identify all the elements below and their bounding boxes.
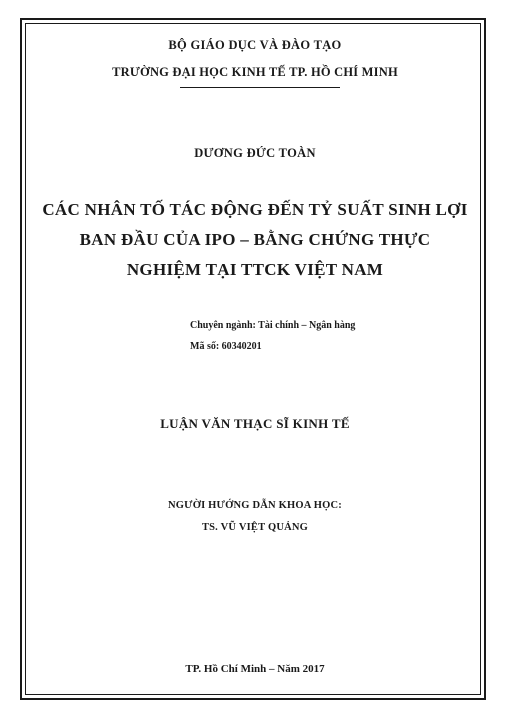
advisor-name: TS. VŨ VIỆT QUẢNG	[201, 522, 309, 533]
university-underline	[180, 87, 340, 88]
thesis-title-line-3: NGHIỆM TẠI TTCK VIỆT NAM	[126, 260, 384, 279]
page-border-inner	[25, 23, 481, 695]
thesis-title-line-2: BAN ĐẦU CỦA IPO – BẰNG CHỨNG THỰC	[79, 230, 431, 249]
ministry-name: BỘ GIÁO DỤC VÀ ĐÀO TẠO	[168, 38, 342, 52]
thesis-title-line-1: CÁC NHÂN TỐ TÁC ĐỘNG ĐẾN TỶ SUẤT SINH LỢI	[42, 200, 468, 219]
advisor-label: NGƯỜI HƯỚNG DẪN KHOA HỌC:	[168, 500, 342, 511]
major-code: Mã số: 60340201	[190, 341, 262, 352]
degree-type: LUẬN VĂN THẠC SĨ KINH TẾ	[160, 416, 350, 431]
major-field: Chuyên ngành: Tài chính – Ngân hàng	[190, 320, 356, 331]
author-name: DƯƠNG ĐỨC TOÀN	[194, 146, 316, 160]
university-name: TRƯỜNG ĐẠI HỌC KINH TẾ TP. HỒ CHÍ MINH	[112, 65, 398, 79]
place-and-year: TP. Hồ Chí Minh – Năm 2017	[185, 663, 325, 675]
